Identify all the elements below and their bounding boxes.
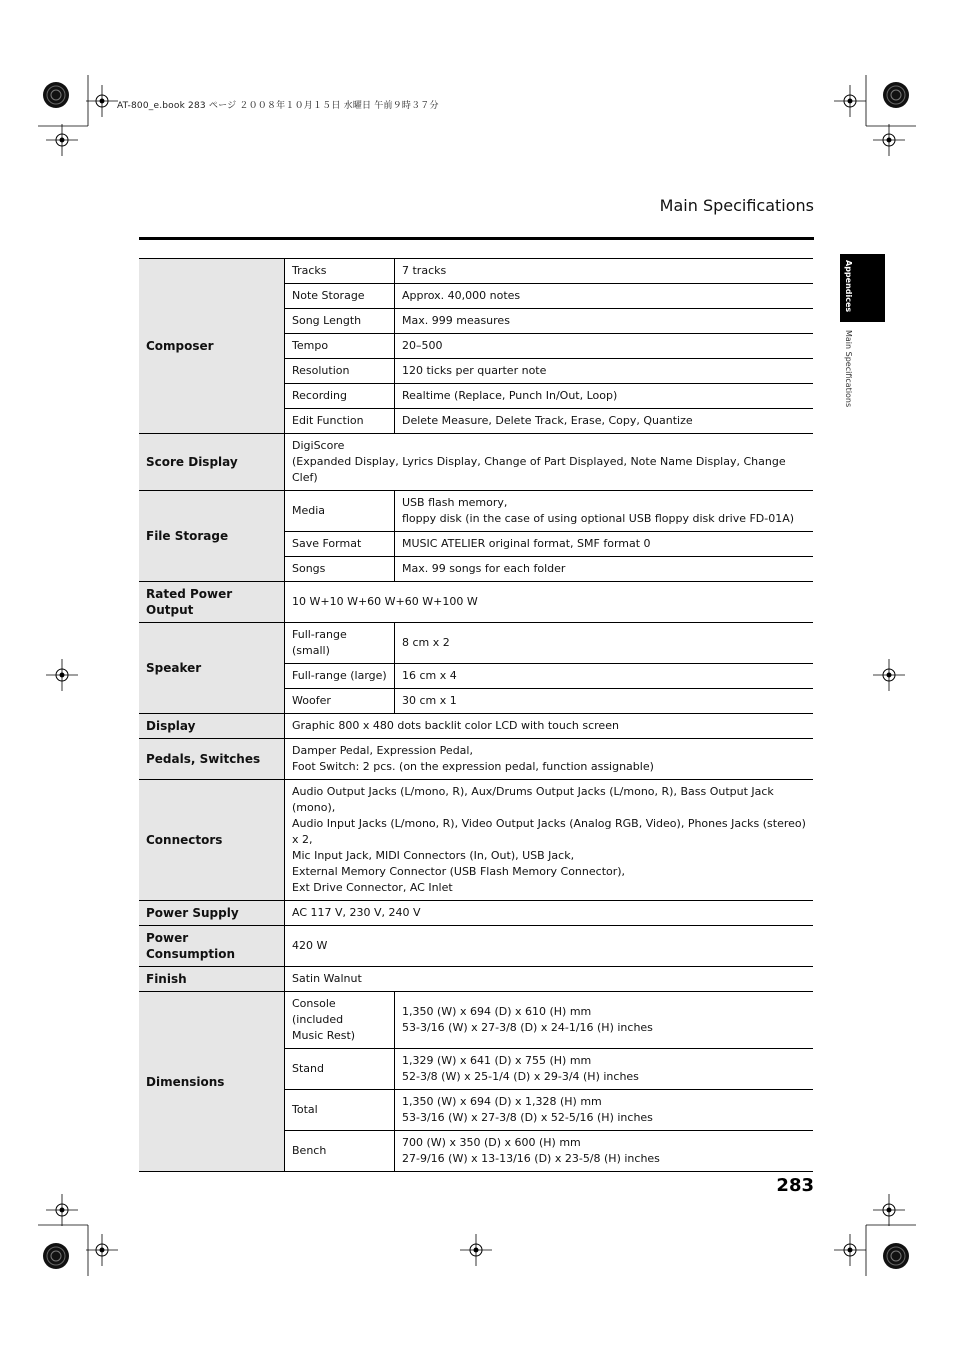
table-row	[139, 926, 813, 967]
category-finish: Finish	[139, 967, 285, 992]
category-connectors: Connectors	[139, 780, 285, 901]
table-row	[139, 491, 813, 532]
value-line: floppy disk (in the case of using optional USB floppy disk drive FD-01A)	[402, 512, 795, 525]
category-power-supply: Power Supply	[139, 901, 285, 926]
table-row	[139, 992, 813, 1049]
spec-name: Tempo	[285, 334, 395, 359]
spec-value: AC 117 V, 230 V, 240 V	[285, 901, 814, 926]
category-score-display: Score Display	[139, 434, 285, 491]
specifications-table	[139, 258, 813, 1172]
spec-value: 120 ticks per quarter note	[395, 359, 814, 384]
spec-value: 8 cm x 2	[395, 623, 814, 664]
spec-value: Max. 999 measures	[395, 309, 814, 334]
value-line: Audio Input Jacks (L/mono, R), Video Output Jacks (Analog RGB, Video), Phones Jacks (stereo) x 2,	[292, 817, 806, 846]
spec-name: Total	[285, 1090, 395, 1131]
page-number: 283	[776, 1175, 814, 1196]
spec-name: Resolution	[285, 359, 395, 384]
spec-name: Full-range (small)	[285, 623, 395, 664]
page-title: Main Specifications	[659, 196, 814, 215]
spec-name: Stand	[285, 1049, 395, 1090]
section-tab-label: Appendices	[844, 260, 853, 313]
value-line: Audio Output Jacks (L/mono, R), Aux/Drums Output Jacks (L/mono, R), Bass Output Jack (mono),	[292, 785, 774, 814]
value-line: Ext Drive Connector, AC Inlet	[292, 881, 453, 894]
spec-value: MUSIC ATELIER original format, SMF format 0	[395, 532, 814, 557]
spec-name: Edit Function	[285, 409, 395, 434]
value-line: Mic Input Jack, MIDI Connectors (In, Out), USB Jack,	[292, 849, 575, 862]
spec-value: 16 cm x 4	[395, 664, 814, 689]
spec-name: Save Format	[285, 532, 395, 557]
spec-value: Delete Measure, Delete Track, Erase, Copy, Quantize	[395, 409, 814, 434]
category-display: Display	[139, 714, 285, 739]
spec-value: 30 cm x 1	[395, 689, 814, 714]
table-row	[139, 582, 813, 623]
spec-name: Recording	[285, 384, 395, 409]
spec-value: 10 W+10 W+60 W+60 W+100 W	[285, 582, 814, 623]
value-line: 1,329 (W) x 641 (D) x 755 (H) mm	[402, 1054, 592, 1067]
value-line: 53-3/16 (W) x 27-3/8 (D) x 52-5/16 (H) inches	[402, 1111, 653, 1124]
table-row	[139, 901, 813, 926]
section-subtitle: Main Specifications	[844, 330, 853, 408]
crop-info-text: AT-800_e.book 283 ページ ２００８年１０月１５日 水曜日 午前９時３７分	[117, 101, 439, 111]
category-power-consumption: Power Consumption	[139, 926, 285, 967]
spec-value: Realtime (Replace, Punch In/Out, Loop)	[395, 384, 814, 409]
spec-name: Note Storage	[285, 284, 395, 309]
section-tab	[840, 254, 885, 322]
table-row	[139, 780, 813, 901]
value-line: 53-3/16 (W) x 27-3/8 (D) x 24-1/16 (H) inches	[402, 1021, 653, 1034]
spec-value	[285, 434, 814, 491]
spec-value	[395, 1131, 814, 1172]
name-line: Music Rest)	[292, 1029, 356, 1042]
table-row	[139, 623, 813, 664]
value-line: USB flash memory,	[402, 496, 508, 509]
spec-value	[395, 992, 814, 1049]
table-row	[139, 259, 813, 284]
value-line: External Memory Connector (USB Flash Memory Connector),	[292, 865, 626, 878]
header-rule	[139, 237, 814, 240]
category-composer: Composer	[139, 259, 285, 434]
spec-name: Full-range (large)	[285, 664, 395, 689]
value-line: Damper Pedal, Expression Pedal,	[292, 744, 473, 757]
spec-value: Satin Walnut	[285, 967, 814, 992]
spec-value: 20–500	[395, 334, 814, 359]
table-row	[139, 434, 813, 491]
spec-name: Media	[285, 491, 395, 532]
value-line: 700 (W) x 350 (D) x 600 (H) mm	[402, 1136, 581, 1149]
value-line: Foot Switch: 2 pcs. (on the expression pedal, function assignable)	[292, 760, 654, 773]
value-line: (Expanded Display, Lyrics Display, Change of Part Displayed, Note Name Display, Change Clef)	[292, 455, 786, 484]
spec-value: Graphic 800 x 480 dots backlit color LCD with touch screen	[285, 714, 814, 739]
spec-name: Woofer	[285, 689, 395, 714]
category-rated-power-output: Rated Power Output	[139, 582, 285, 623]
spec-value: Max. 99 songs for each folder	[395, 557, 814, 582]
table-row	[139, 714, 813, 739]
value-line: DigiScore	[292, 439, 345, 452]
spec-value	[395, 1090, 814, 1131]
spec-value: 420 W	[285, 926, 814, 967]
spec-value: 7 tracks	[395, 259, 814, 284]
category-speaker: Speaker	[139, 623, 285, 714]
spec-name: Bench	[285, 1131, 395, 1172]
spec-value	[285, 780, 814, 901]
spec-name: Tracks	[285, 259, 395, 284]
spec-name	[285, 992, 395, 1049]
category-dimensions: Dimensions	[139, 992, 285, 1172]
spec-value	[395, 1049, 814, 1090]
spec-name: Song Length	[285, 309, 395, 334]
value-line: 52-3/8 (W) x 25-1/4 (D) x 29-3/4 (H) inches	[402, 1070, 639, 1083]
value-line: 1,350 (W) x 694 (D) x 610 (H) mm	[402, 1005, 592, 1018]
spec-name: Songs	[285, 557, 395, 582]
category-pedals-switches: Pedals, Switches	[139, 739, 285, 780]
spec-value	[285, 739, 814, 780]
category-file-storage: File Storage	[139, 491, 285, 582]
table-row	[139, 967, 813, 992]
name-line: Console (included	[292, 997, 344, 1026]
value-line: 1,350 (W) x 694 (D) x 1,328 (H) mm	[402, 1095, 602, 1108]
value-line: 27-9/16 (W) x 13-13/16 (D) x 23-5/8 (H) inches	[402, 1152, 660, 1165]
spec-value: Approx. 40,000 notes	[395, 284, 814, 309]
table-row	[139, 739, 813, 780]
spec-value	[395, 491, 814, 532]
